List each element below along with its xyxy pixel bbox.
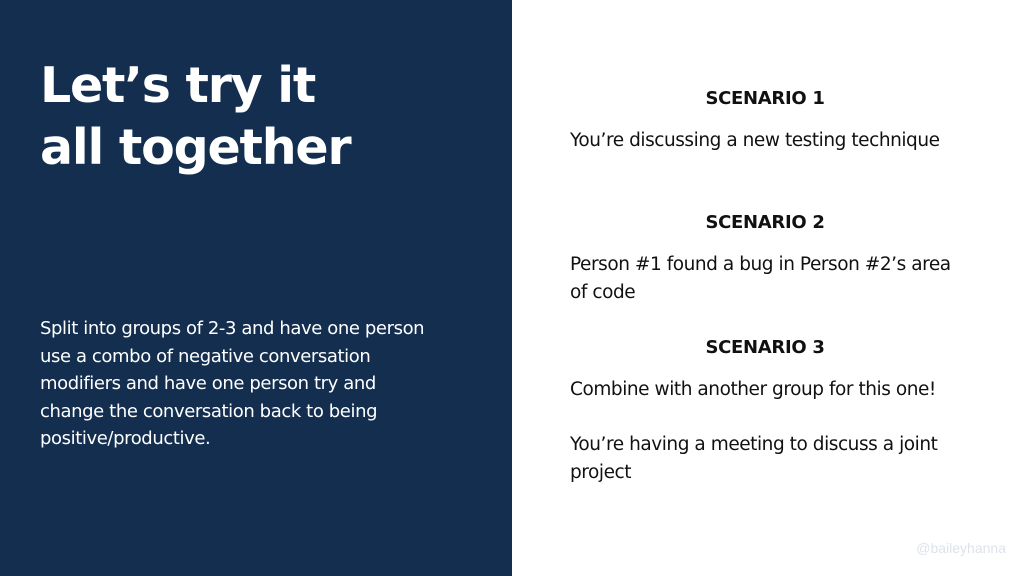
- scenario-1-heading: SCENARIO 1: [705, 88, 825, 109]
- slide-title: [40, 55, 350, 179]
- instructions-text: Split into groups of 2-3 and have one person use a combo of negative conversation modifiers and have one person try and change the conversation back to being positive/productive.: [40, 318, 425, 450]
- watermark: @baileyhanna: [916, 540, 1006, 556]
- scenario-3-text: Combine with another group for this one!: [570, 379, 936, 400]
- slide-title-line-1: Let’s try it: [40, 57, 316, 114]
- scenario-3-heading: SCENARIO 3: [705, 337, 825, 358]
- slide-title-line-2: all together: [40, 119, 351, 176]
- scenario-2-heading: SCENARIO 2: [705, 212, 825, 233]
- scenario-3-text-2: You’re having a meeting to discuss a joint project: [570, 434, 938, 483]
- scenario-2-text: Person #1 found a bug in Person #2’s area of code: [570, 254, 951, 303]
- scenario-1-text: You’re discussing a new testing technique: [570, 130, 940, 151]
- right-panel: [512, 0, 1024, 576]
